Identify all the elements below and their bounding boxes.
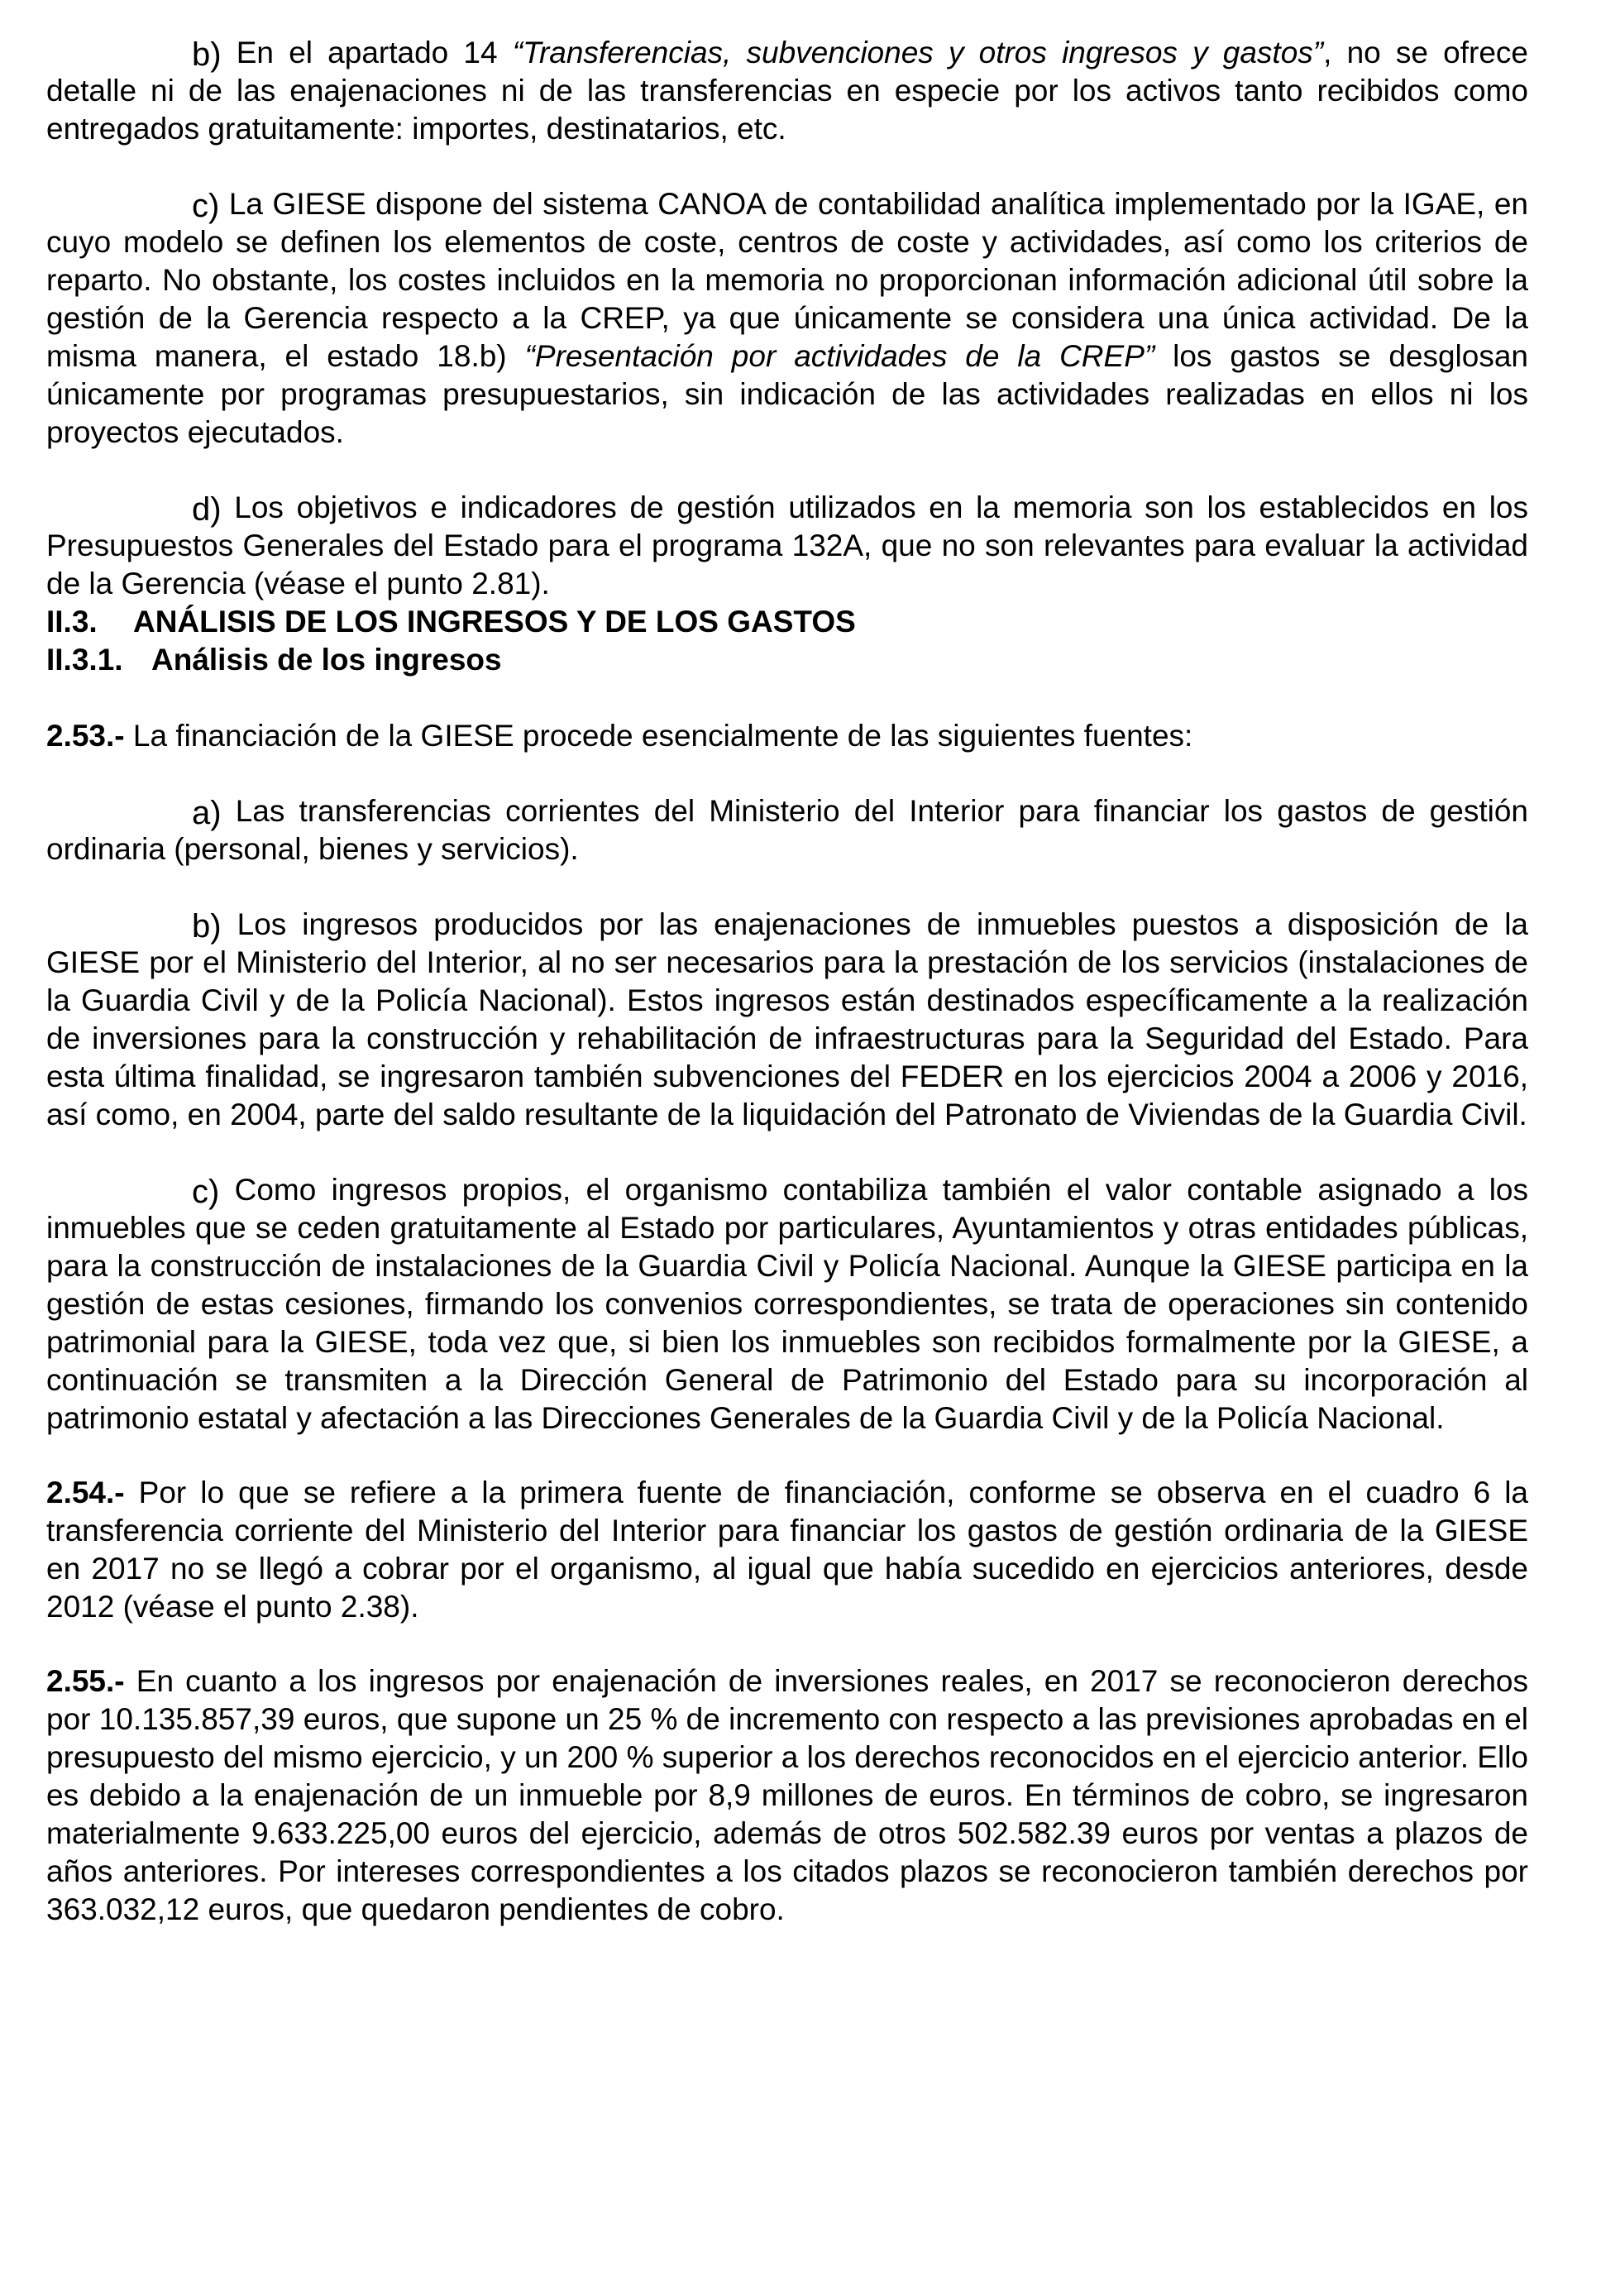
list-marker: c) bbox=[192, 1174, 220, 1210]
subsection-number: II.3.1. bbox=[46, 643, 123, 677]
paragraph-text: En el apartado 14 bbox=[221, 36, 513, 69]
paragraph-number: 2.54.- bbox=[46, 1476, 125, 1509]
paragraph-text: , no se ofrece detalle ni de las enajenaciones ni de las transferencias en especie por los activos tanto recibidos como entregados gratuitamente: importes, destinatarios, etc. bbox=[46, 36, 1529, 146]
list-marker: b) bbox=[192, 908, 222, 945]
paragraph-text: La GIESE dispone del sistema CANOA de contabilidad analítica implementado por la IGAE, en cuyo modelo se definen los elementos de coste, centros de coste y actividades, así como los criterios de reparto. No obstante, los costes incluidos en la memoria no proporcionan información adicional útil sobre la gestión de la Gerencia respecto a la CREP, ya que únicamente se considera una única actividad. De la misma manera, el estado 18.b) bbox=[46, 187, 1528, 373]
list-marker: c) bbox=[192, 188, 220, 224]
paragraph-2-53 bbox=[46, 717, 1528, 755]
subsection-title: Análisis de los ingresos bbox=[151, 643, 502, 677]
paragraph-text: los gastos se desglosan únicamente por programas presupuestarios, sin indicación de las actividades realizadas en ellos ni los proyectos ejecutados. bbox=[46, 339, 1529, 449]
paragraph-a-transferencias-corrientes bbox=[46, 792, 1528, 868]
italic-quote: “Transferencias, subvenciones y otros ingresos y gastos” bbox=[512, 36, 1324, 69]
section-heading bbox=[46, 603, 1528, 641]
list-marker: a) bbox=[192, 795, 222, 831]
paragraph-c-canoa bbox=[46, 184, 1528, 452]
paragraph-b-transferencias bbox=[46, 33, 1528, 148]
paragraph-2-55 bbox=[46, 1662, 1528, 1929]
section-number: II.3. bbox=[46, 605, 98, 639]
paragraph-number: 2.55.- bbox=[46, 1664, 125, 1698]
list-marker: b) bbox=[192, 36, 222, 73]
paragraph-text: Las transferencias corrientes del Ministerio del Interior para financiar los gastos de gestión ordinaria (personal, bienes y servicios). bbox=[46, 794, 1528, 866]
paragraph-d-objetivos bbox=[46, 488, 1528, 603]
paragraph-text: Como ingresos propios, el organismo contabiliza también el valor contable asignado a los inmuebles que se ceden gratuitamente al Estado por particulares, Ayuntamientos y otras entidades públicas, para la construcción de instalaciones de la Guardia Civil y Policía Nacional. Aunque la GIESE participa en la gestión de estas cesiones, firmando los convenios correspondientes, se trata de operaciones sin contenido patrimonial para la GIESE, toda vez que, si bien los inmuebles son recibidos formalmente por la GIESE, a continuación se transmiten a la Dirección General de Patrimonio del Estado para su incorporación al patrimonio estatal y afectación a las Direcciones Generales de la Guardia Civil y de la Policía Nacional. bbox=[46, 1173, 1528, 1435]
paragraph-c-ingresos-propios bbox=[46, 1170, 1528, 1437]
section-title: ANÁLISIS DE LOS INGRESOS Y DE LOS GASTOS bbox=[133, 605, 856, 639]
subsection-heading bbox=[46, 641, 1528, 679]
paragraph-text: En cuanto a los ingresos por enajenación de inversiones reales, en 2017 se reconocieron derechos por 10.135.857,39 euros, que supone un 25 % de incremento con respecto a las previsiones aprobadas en el presupuesto del mismo ejercicio, y un 200 % superior a los derechos reconocidos en el ejercicio anterior. Ello es debido a la enajenación de un inmueble por 8,9 millones de euros. En términos de cobro, se ingresaron materialmente 9.633.225,00 euros del ejercicio, además de otros 502.582.39 euros por ventas a plazos de años anteriores. Por intereses correspondientes a los citados plazos se reconocieron también derechos por 363.032,12 euros, que quedaron pendientes de cobro. bbox=[46, 1664, 1528, 1926]
list-marker: d) bbox=[192, 491, 222, 528]
paragraph-text: Los ingresos producidos por las enajenaciones de inmuebles puestos a disposición de la GIESE por el Ministerio del Interior, al no ser necesarios para la prestación de los servicios (instalaciones de la Guardia Civil y de la Policía Nacional). Estos ingresos están destinados específicamente a la realización de inversiones para la construcción y rehabilitación de infraestructuras para la Seguridad del Estado. Para esta última finalidad, se ingresaron también subvenciones del FEDER en los ejercicios 2004 a 2006 y 2016, así como, en 2004, parte del saldo resultante de la liquidación del Patronato de Viviendas de la Guardia Civil. bbox=[46, 907, 1528, 1131]
paragraph-text: La financiación de la GIESE procede esencialmente de las siguientes fuentes: bbox=[124, 719, 1193, 753]
paragraph-text: Los objetivos e indicadores de gestión utilizados en la memoria son los establecidos en los Presupuestos Generales del Estado para el programa 132A, que no son relevantes para evaluar la actividad de la Gerencia (véase el punto 2.81). bbox=[46, 490, 1528, 600]
paragraph-text: Por lo que se refiere a la primera fuente de financiación, conforme se observa en el cuadro 6 la transferencia corriente del Ministerio del Interior para financiar los gastos de gestión ordinaria de la GIESE en 2017 no se llegó a cobrar por el organismo, al igual que había sucedido en ejercicios anteriores, desde 2012 (véase el punto 2.38). bbox=[46, 1476, 1528, 1624]
paragraph-b-enajenaciones bbox=[46, 905, 1528, 1134]
paragraph-2-54 bbox=[46, 1474, 1528, 1626]
italic-quote: “Presentación por actividades de la CREP” bbox=[524, 339, 1155, 373]
paragraph-number: 2.53.- bbox=[46, 719, 125, 753]
